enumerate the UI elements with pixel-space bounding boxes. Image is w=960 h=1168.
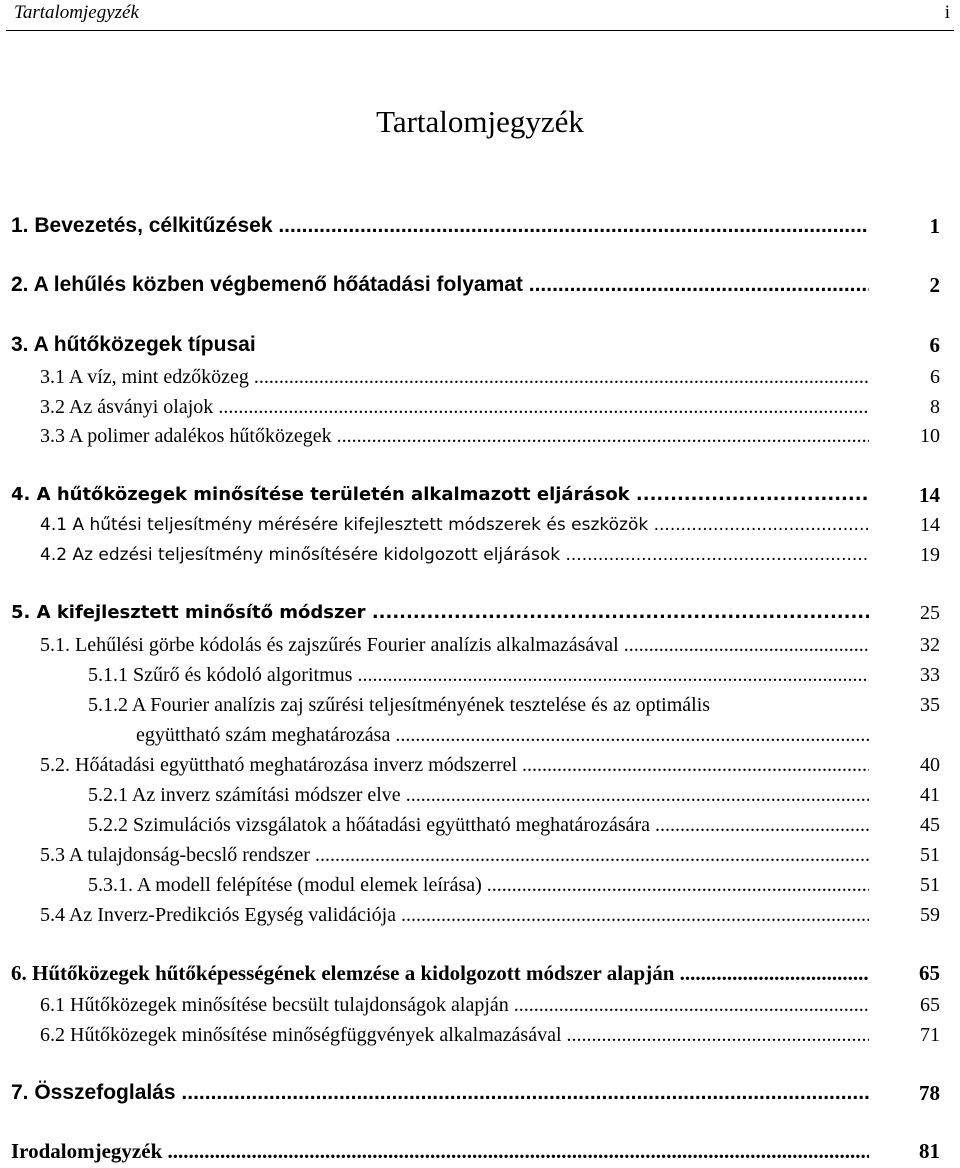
toc-entry-text: 5.2.1 Az inverz számítási módszer elve ..... [88, 780, 869, 810]
toc-entry-page: 45 [920, 814, 940, 836]
toc-entry-text: Irodalomjegyzék ..... [11, 1136, 869, 1166]
toc-entry[interactable] [0, 540, 960, 570]
toc-entry-text: 5.2.2 Szimulációs vizsgálatok a hőátadási együttható meghatározására ..... [88, 810, 869, 840]
toc-entry-text: 6. Hűtőközegek hűtőképességének elemzése a kidolgozott módszer alapján ..... [11, 958, 869, 988]
toc-entry[interactable] [0, 421, 960, 451]
toc-entry-page: 81 [919, 1139, 940, 1163]
toc-entry-text: együttható szám meghatározása ..... [136, 720, 869, 750]
toc-entry-text: 3. A hűtőközegek típusai [11, 333, 256, 356]
toc-entry[interactable] [0, 480, 960, 510]
toc-entry-page: 51 [920, 874, 940, 896]
toc-entry-page: 6 [929, 333, 940, 357]
toc-entry[interactable] [0, 990, 960, 1020]
toc-entry[interactable] [0, 810, 960, 840]
toc-entry-text: 5.3 A tulajdonság-becslő rendszer ..... [40, 840, 869, 870]
toc-entry-text: 7. Összefoglalás ..... [11, 1078, 869, 1108]
toc-entry[interactable] [0, 211, 960, 241]
toc-entry[interactable] [0, 1020, 960, 1050]
toc-entry-page: 41 [920, 784, 940, 806]
toc-entry-page: 6 [930, 366, 940, 388]
toc-entry[interactable] [0, 900, 960, 930]
toc-entry-page: 65 [920, 994, 940, 1016]
toc-entry[interactable] [0, 870, 960, 900]
toc-entry-text: 3.2 Az ásványi olajok ..... [40, 392, 869, 422]
toc-entry-page: 65 [919, 961, 940, 985]
toc-entry-text: 4.2 Az edzési teljesítmény minősítésére kidolgozott eljárások ..... [40, 540, 869, 570]
toc-entry-text: 5.1.1 Szűrő és kódoló algoritmus ..... [88, 660, 869, 690]
toc-entry-text: 5.3.1. A modell felépítése (modul elemek leírása) ..... [88, 870, 869, 900]
page-title: Tartalomjegyzék [376, 104, 584, 139]
toc-entry[interactable] [0, 330, 960, 360]
toc-entry[interactable] [0, 392, 960, 422]
toc-entry[interactable] [0, 510, 960, 540]
toc-entry-page: 33 [920, 664, 940, 686]
toc-entry-page: 78 [919, 1081, 940, 1105]
toc-entry-page: 32 [920, 634, 940, 656]
toc-entry-page: 59 [920, 904, 940, 926]
toc-entry-page: 71 [920, 1024, 940, 1046]
toc-entry[interactable] [0, 270, 960, 300]
toc-entry-page: 40 [920, 754, 940, 776]
toc-entry-text: 5. A kifejlesztett minősítő módszer ..... [11, 598, 869, 628]
toc-entry[interactable] [0, 690, 960, 720]
page-header [6, 0, 954, 31]
toc-entry[interactable] [0, 780, 960, 810]
toc-entry-page: 1 [929, 214, 940, 238]
toc-entry-text: 5.4 Az Inverz-Predikciós Egység validációja ..... [40, 900, 869, 930]
toc-entry-page: 2 [929, 273, 940, 297]
toc-entry-page: 10 [920, 425, 940, 447]
toc-entry[interactable] [0, 958, 960, 988]
toc-entry-continuation [0, 720, 960, 750]
toc-entry-page: 51 [920, 844, 940, 866]
toc-entry-text: 4. A hűtőközegek minősítése területén alkalmazott eljárások ..... [11, 480, 869, 510]
toc-entry[interactable] [0, 598, 960, 628]
toc-entry-text: 2. A lehűlés közben végbemenő hőátadási folyamat ..... [11, 270, 869, 300]
toc-entry-page: 14 [919, 483, 940, 507]
toc-entry[interactable] [0, 362, 960, 392]
toc-entry-page: 35 [920, 694, 940, 716]
toc-entry[interactable] [0, 660, 960, 690]
toc-entry-text: 3.1 A víz, mint edzőközeg ..... [40, 362, 869, 392]
toc-entry[interactable] [0, 1136, 960, 1166]
toc-entry-text: 3.3 A polimer adalékos hűtőközegek ..... [40, 421, 869, 451]
toc-entry[interactable] [0, 840, 960, 870]
toc-entry-page: 19 [920, 544, 940, 566]
toc-entry[interactable] [0, 630, 960, 660]
toc-entry-page: 25 [920, 602, 940, 624]
toc-entry-text: 5.2. Hőátadási együttható meghatározása inverz módszerrel ..... [40, 750, 869, 780]
toc-entry-page: 14 [920, 514, 940, 536]
running-header-title: Tartalomjegyzék [14, 2, 139, 23]
toc-entry-text: 6.1 Hűtőközegek minősítése becsült tulajdonságok alapján ..... [40, 990, 869, 1020]
toc-entry-page: 8 [930, 396, 940, 418]
page-number: i [944, 2, 950, 23]
toc-entry-text: 5.1.2 A Fourier analízis zaj szűrési teljesítményének tesztelése és az optimális [88, 694, 711, 716]
toc-entry-text: 6.2 Hűtőközegek minősítése minőségfüggvények alkalmazásával ..... [40, 1020, 869, 1050]
toc-entry-text: 5.1. Lehűlési görbe kódolás és zajszűrés Fourier analízis alkalmazásával ..... [40, 630, 869, 660]
toc-entry[interactable] [0, 750, 960, 780]
toc-entry-text: 1. Bevezetés, célkitűzések ..... [11, 211, 869, 241]
toc-entry-text: 4.1 A hűtési teljesítmény mérésére kifejlesztett módszerek és eszközök ..... [40, 510, 869, 540]
toc-entry[interactable] [0, 1078, 960, 1108]
